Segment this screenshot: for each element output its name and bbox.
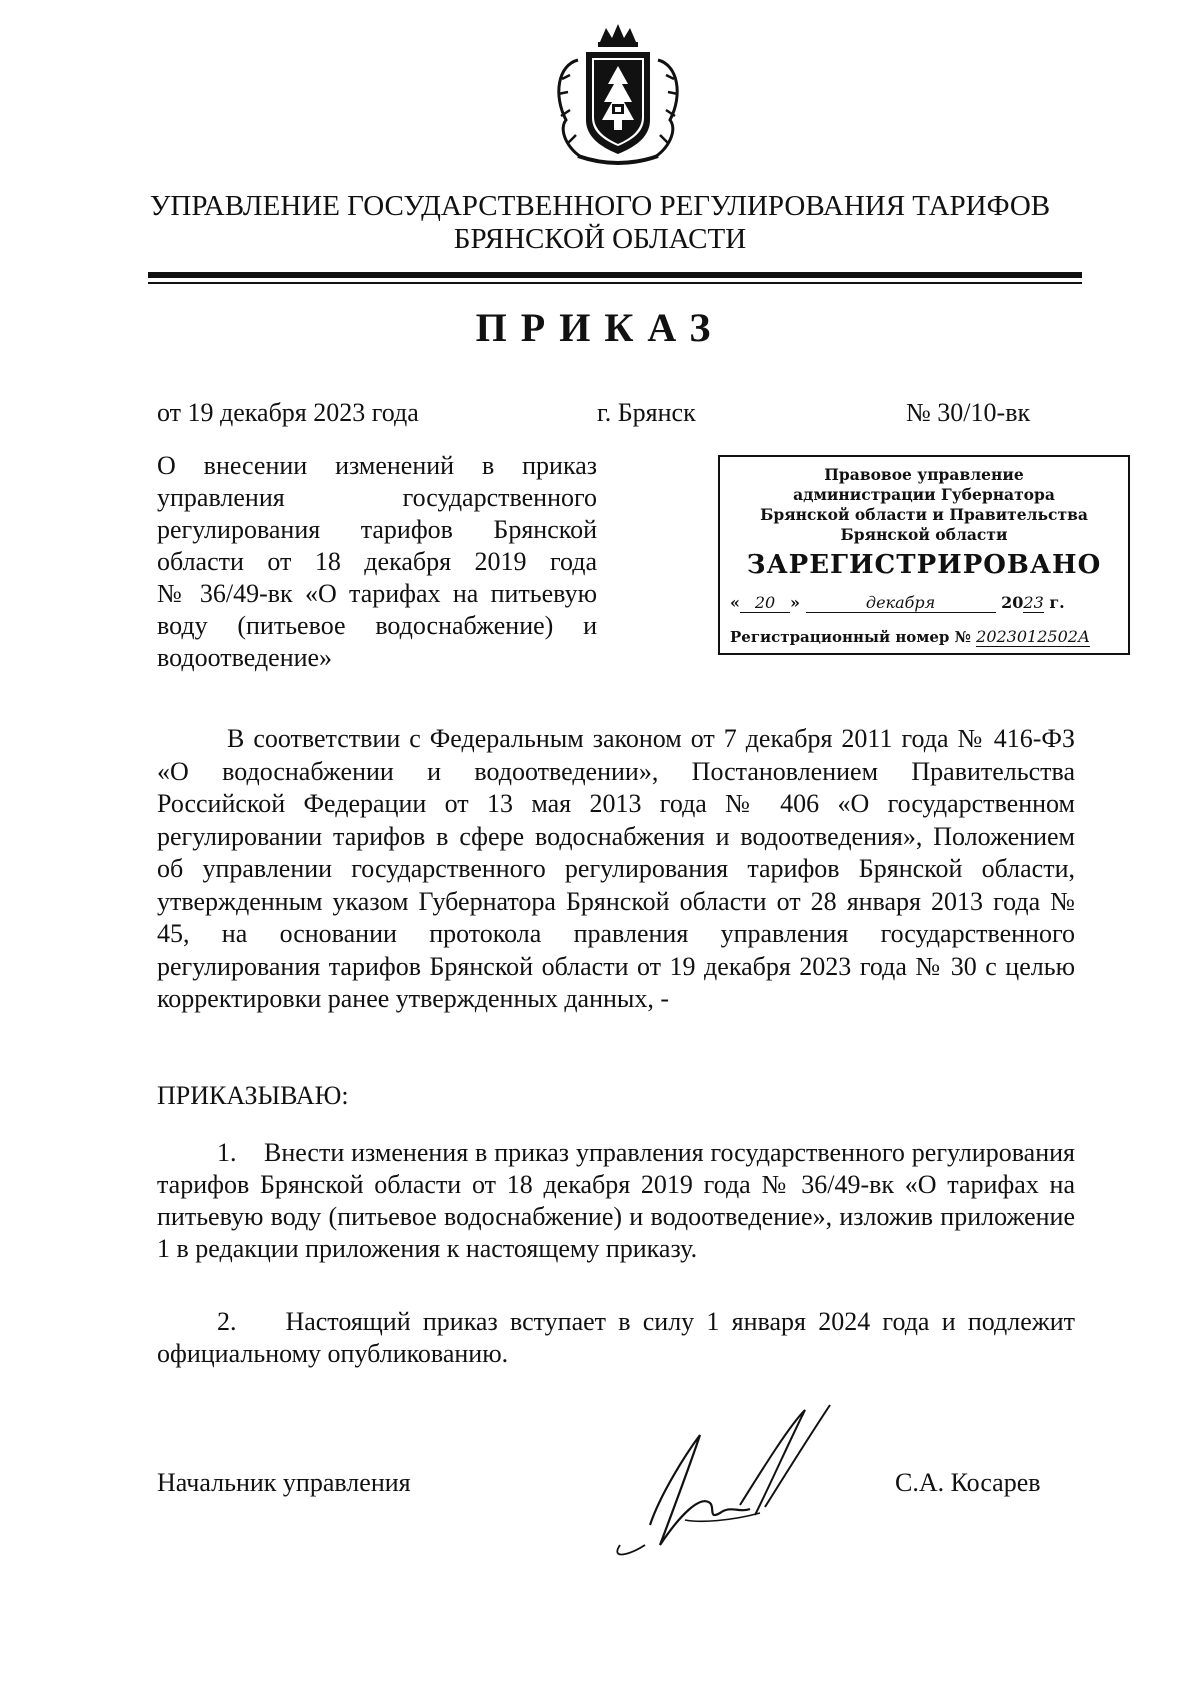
document-type-title: ПРИКАЗ (475, 305, 725, 350)
stamp-reg-label: Регистрационный номер № (730, 628, 971, 646)
stamp-year-suffix: 23 (1023, 593, 1044, 612)
authority-line-2: БРЯНСКОЙ ОБЛАСТИ (453, 223, 747, 255)
authority-line-1: УПРАВЛЕНИЕ ГОСУДАРСТВЕННОГО РЕГУЛИРОВАНИЯ ТАРИФОВ (149, 190, 1051, 222)
coat-of-arms-icon (548, 20, 688, 170)
stamp-reg-number: 2023012502А (976, 627, 1091, 646)
header-rule-thick (148, 272, 1082, 278)
issuing-authority (0, 190, 1200, 256)
order-subject: О внесении изменений в приказ управления государственного регулирования тарифов Брянской области от 18 декабря 2019 года № 36/49-вк «О тарифах на питьевую воду (питьевое водоснабжение) и водоотведение» (157, 451, 597, 672)
order-number: № 30/10-вк (906, 398, 1031, 427)
order-item-1: 1. Внести изменения в приказ управления государственного регулирования тарифов Брянской области от 18 декабря 2019 года № 36/49-вк «О тарифах на питьевую воду (питьевое водоснабжение) и водоотведение», изложив приложение 1 в редакции приложения к настоящему приказу. (157, 1138, 1075, 1263)
order-date: от 19 декабря 2023 года (157, 398, 419, 427)
handwritten-signature-icon (590, 1395, 850, 1565)
order-city: г. Брянск (597, 398, 696, 427)
header-rule-thin (148, 282, 1082, 284)
signer-name: С.А. Косарев (895, 1468, 1041, 1497)
stamp-line-3: Брянской области и Правительства (760, 505, 1088, 524)
stamp-date-row: « 20 » декабря 2023 г. (730, 593, 1065, 612)
stamp-line-1: Правовое управление (824, 465, 1024, 484)
stamp-line-4: Брянской области (840, 525, 1008, 544)
order-preamble: В соответствии с Федеральным законом от 7 декабря 2011 года № 416-ФЗ «О водоснабжении и водоотведении», Постановлением Правительства Российской Федерации от 13 мая 2013 года № 406 «О государственном регулировании тарифов в сфере водоснабжения и водоотведения», Положением об управлении государственного регулирования тарифов Брянской области, утвержденным указом Губернатора Брянской области от 28 января 2013 года № 45, на основании протокола правления управления государственного регулирования тарифов Брянской области от 19 декабря 2023 года № 30 с целью корректировки ранее утвержденных данных, - (157, 724, 1075, 1013)
stamp-month: декабря (806, 593, 996, 613)
registration-stamp (718, 455, 1130, 655)
signer-title: Начальник управления (157, 1468, 411, 1497)
stamp-title: ЗАРЕГИСТРИРОВАНО (746, 550, 1102, 580)
order-directive-word: ПРИКАЗЫВАЮ: (157, 1081, 349, 1110)
stamp-year-prefix: 20 (1001, 593, 1024, 612)
stamp-day: 20 (740, 593, 790, 613)
stamp-reg-row (730, 627, 1118, 647)
stamp-line-2: администрации Губернатора (793, 485, 1055, 504)
order-item-2: 2. Настоящий приказ вступает в силу 1 января 2024 года и подлежит официальному опубликованию. (157, 1307, 1075, 1368)
stamp-year-unit: г. (1049, 593, 1065, 612)
